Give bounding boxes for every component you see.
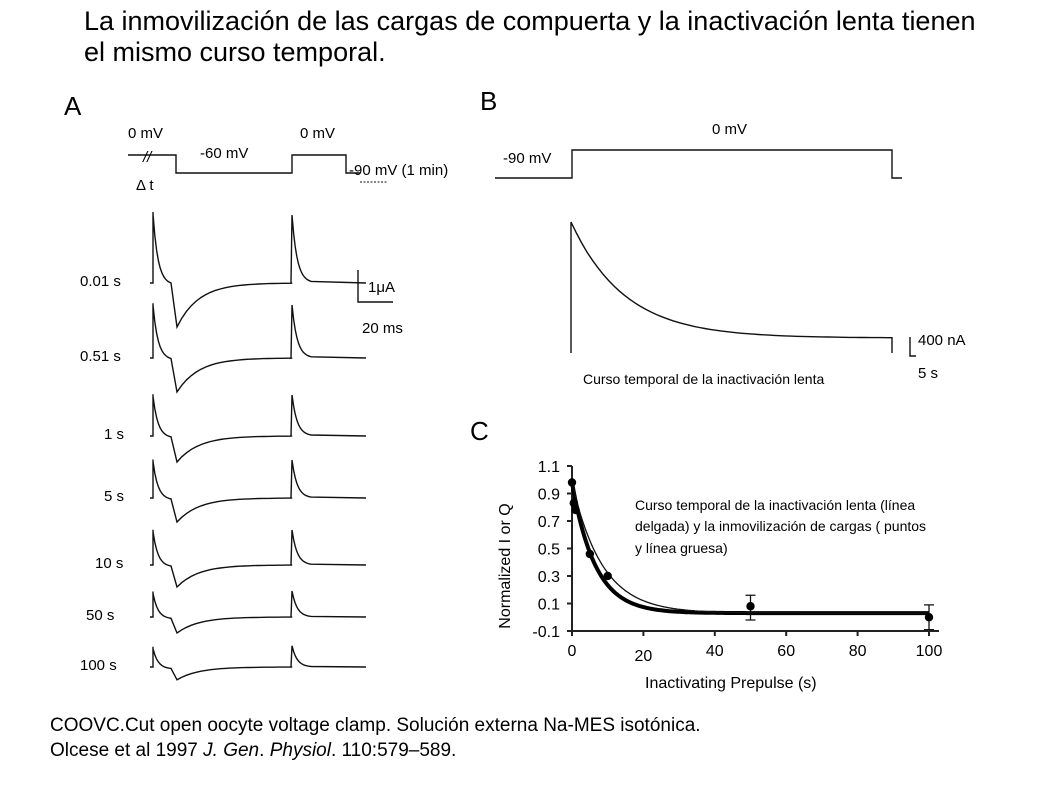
panel-a-trace [150, 212, 366, 327]
panel-b-scale-time: 5 s [918, 365, 939, 382]
panel-c-annotation-line-2: delgada) y la inmovilización de cargas ( puntos [635, 518, 927, 534]
caption-journal-2: Physiol [269, 740, 331, 761]
panel-c-data-point [568, 478, 576, 486]
panel-a-trace [150, 460, 366, 523]
panel-a-trace [150, 394, 366, 462]
panel-c-annotation-line-1: Curso temporal de la inactivación lenta (línea [635, 497, 916, 513]
panel-a-trace [150, 530, 366, 587]
panel-c [470, 416, 942, 692]
panel-c-ylabel: Normalized I or Q [497, 503, 514, 629]
panel-c-chart [532, 459, 942, 665]
panel-c-y-tick-label: 0.5 [537, 541, 560, 559]
panel-a-scale-current: 1μA [368, 279, 395, 296]
panel-a-trace-label: 100 s [80, 657, 117, 674]
panel-a-scale-time: 20 ms [362, 320, 403, 337]
panel-c-y-tick-label: 0.3 [537, 569, 560, 586]
panel-a-letter: A [64, 91, 82, 121]
panel-c-data-point [586, 550, 594, 558]
panel-c-x-tick-label: 80 [848, 643, 867, 660]
panel-a-trace-label: 50 s [86, 607, 115, 624]
panel-a-label-minus90: -90 mV (1 min) [349, 162, 449, 179]
panel-b-label-minus90: -90 mV [503, 150, 552, 167]
panel-a-break-mark: // [143, 149, 152, 166]
caption-dot-1: . [259, 740, 270, 761]
panel-c-data-point [746, 602, 754, 610]
panel-a-label-0mv-right: 0 mV [300, 125, 336, 142]
panel-c-annotation-line-3: y línea gruesa) [635, 540, 728, 556]
panel-c-y-tick-label: 1.1 [537, 459, 560, 476]
panel-b-scale-bar [910, 337, 916, 356]
caption-reference: . 110:579–589. [330, 740, 457, 761]
panel-a-trace-label: 10 s [95, 555, 124, 572]
caption-line-1: COOVC.Cut open oocyte voltage clamp. Solución externa Na-MES isotónica. [50, 715, 701, 736]
panel-b-letter: B [480, 86, 498, 116]
panel-c-x-tick-label: 60 [777, 643, 796, 660]
panel-b-current-trace [571, 222, 892, 353]
panel-c-letter: C [470, 416, 489, 446]
panel-a-trace-label: 1 s [104, 426, 125, 443]
panel-c-data-point [571, 506, 579, 514]
panel-c-data-point [925, 613, 933, 621]
panel-c-x-tick-label: 20 [634, 648, 653, 665]
panel-c-x-tick-label: 100 [915, 643, 943, 660]
caption-line-2 [50, 738, 701, 763]
caption-authors: Olcese et al 1997 [50, 740, 204, 761]
panel-a-trace [150, 591, 366, 633]
caption-journal: J. Gen [203, 740, 260, 761]
panel-c-y-tick-label: 0.7 [537, 514, 560, 531]
panel-c-y-tick-label: -0.1 [532, 624, 560, 641]
panel-a-trace-label: 0.51 s [80, 348, 121, 365]
panel-b [480, 86, 966, 387]
slide-title: La inmovilización de las cargas de compuerta y la inactivación lenta tienen el mismo curso temporal. [84, 6, 976, 67]
panel-b-annotation: Curso temporal de la inactivación lenta [583, 371, 825, 387]
panel-b-label-0mv: 0 mV [712, 121, 748, 138]
panel-a-label-minus60: -60 mV [200, 145, 249, 162]
panel-a-label-0mv-left: 0 mV [128, 125, 164, 142]
panel-c-y-tick-label: 0.9 [537, 486, 560, 504]
panel-c-x-tick-label: 40 [705, 643, 724, 660]
panel-a-delta-t: Δ t [136, 177, 154, 194]
panel-c-x-tick-label: 0 [567, 643, 577, 660]
panel-a-trace-label: 0.01 s [80, 273, 121, 290]
panel-c-annotation [635, 497, 930, 556]
panel-c-xlabel: Inactivating Prepulse (s) [645, 675, 817, 692]
panel-a [64, 91, 448, 680]
panel-c-axes [572, 466, 939, 631]
panel-b-voltage-protocol [495, 150, 902, 178]
panel-a-trace-label: 5 s [104, 488, 125, 505]
panel-a-trace [150, 646, 366, 680]
panel-c-data-point [604, 572, 612, 580]
panel-b-scale-current: 400 nA [918, 332, 966, 349]
caption [50, 713, 701, 763]
panel-c-y-tick-label: 0.1 [537, 596, 560, 614]
panel-a-current-traces [80, 212, 366, 680]
